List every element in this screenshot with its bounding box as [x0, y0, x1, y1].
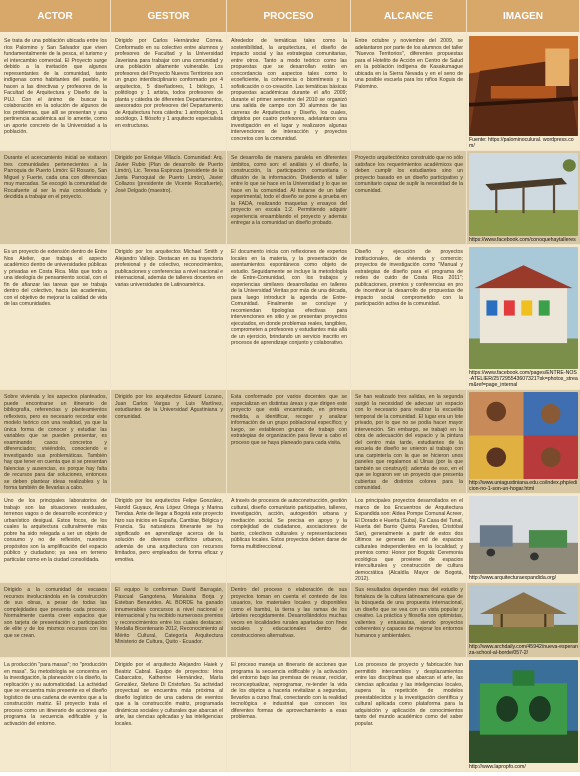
- cell-actor: Durante el acercamiento inicial se visitaron tres comunidades pertenecientes a la Parroquia de Puerto Limón: El Rosario, San Miguel y Fuerte, cada una con diferencias muy marcadas. Se escogió la comunidad de Rocafuerte al ser la más consolidada y decidida a trabajar en el proyecto.: [0, 151, 111, 245]
- image-caption: http://www.archdaily.com/45942/nueva-esperanza-school-al-borde/057-2/: [469, 644, 578, 656]
- image-caption: http://www.arquitecturaexpandida.org/: [469, 575, 557, 581]
- photo-wooden-hut-interior: [469, 36, 578, 136]
- cell-imagen: [467, 494, 580, 583]
- photo-thatched-school: [469, 585, 578, 643]
- cell-imagen: [467, 245, 580, 390]
- image-caption: Fuente: https://palominoculural. wordpress.com/: [469, 137, 574, 149]
- cell-imagen: [467, 151, 580, 245]
- cell-proceso: A través de procesos de autoconstrucción, gestión cultural, diseño comunitario participativo, talleres, investigación, acción, autogestión urbana y mediación social. Se precisa en apoyo y la complejidad de ciudadanos, asociaciones de barrio, colectivos culturales y representaciones públicas locales. Estos proyectos deben darse de forma multidireccional.: [227, 494, 351, 583]
- cell-imagen: [467, 583, 580, 658]
- cell-gestor: El equipo lo conforman David Barragán, Pascual Gangotena, Marialuisa Borja y Esteban Benavides. AL BORDE ha ganado innumerables concursos a nivel nacional e internacional y ha recibido numerosos premios y reconocimientos entre los cuales destacan: Medalla Bicentenario 2012, Reconocimiento al Mérito Cultural, Categoría Arquitectura Ministerio de Cultura, Quito - Ecuador.: [111, 583, 227, 658]
- cell-gestor: Dirigido por los arquitectos Edward Lozano, Juan Carlos Vargas y Luis Martínez, estudiantes de la Universidad Agustiniana y comunidad.: [111, 390, 227, 494]
- header-actor: ACTOR: [0, 0, 111, 34]
- photo-colorful-building: [469, 247, 578, 369]
- cell-proceso: Esta conformado por varios docentes que se especializan en distintas áreas y que dirigen este proyecto que está encaminado, en primera medida, a identificar, recoger y analizar información de un grupo poblacional específico; y luego, se establecen grupos de trabajo con estrategias de organización para llevar a cabo el proceso que se haya planeado para cada visita.: [227, 390, 351, 494]
- cell-actor: La producción "para masas"; no "producción en masa". Su metodología se concentra en la investigación, la planeación o la diseño, la replicación y su automaticidad. La actividad que se encuentra más presente es el diseño logístico de una cadena de eventos que a la construcción matriz. El proyecto trata el proceso como un itinerario de acciones que programa la secuencia edificable y la activación del entorno.: [0, 658, 111, 772]
- cell-alcance: Entre octubre y noviembre del 2009, se adelantaron por parte de los alumnos del taller "Nuevos Territorios", diferentes propuestas para el Hotelito de Acción en Centro de Salud en la población indígena de Kasakumague ubicada en la Sierra Nevada y en el seno de una posible escuela para los niños Koguis de Palomino.: [351, 34, 467, 151]
- cell-actor: Se trata de una población ubicada entre los ríos Palomino y San Salvador que viven fundamentalmente de la pesca, el turismo y el intercambio comercial. El Proyecto surge debido a la invitación que algunos representantes de la comunidad, tanto indígenas como habitantes del pueblo, le hacen a las directivas y profesores de la Facultad de Arquitectura y Diseño de la PUJ. Con el ánimo de buscar la colaboración en la solución de algunos de los problemas, que allí se presentan y una pertinencia académica así lo amerite, como un aporte concreto de la Universidad a la población.: [0, 34, 111, 151]
- cell-gestor: Dirigido por el arquitecto Alejandro Haiek y Beatriz Cabral. Equipo de proyectos: Irina Cabarcatos, Katherine Hernández, María González, Stefano Di Cristofaro. Su actividad proyectual se encuentra más próxima al diseño logístico de una cadena de eventos que a la construcción matriz, programada dinámicas sociales y culturales que abarcan el arte, las ciencias aplicadas y las inteligencias locales.: [111, 658, 227, 772]
- cell-proceso: El proceso maneja un itinerario de acciones que programa la secuencia edificable y la activación del entorno bajo las premisas de reusar, reciclar, reconceptualizar, reprogramar, re-tender la vida de los objetos a hacerla revitalizar a segundas, llevarlos a curso final, conectando con la realidad tecnológica e industrial que conocen los diferentes formas de aprovechamiento a esas problemas.: [227, 658, 351, 772]
- cell-imagen: [467, 390, 580, 494]
- cell-proceso: Dentro del proceso o elaboración de sus proyectos toman en cuenta el contexto de los usuarios, los materiales locales y disponibles como el bambú, la tierra y las ramas de los árboles recogidamente. Desarrollándolos muchas veces en localidades rurales apartadas con fines sociales y educacionales dentro de construcciones alternativas.: [227, 583, 351, 658]
- photo-green-container-structure: [469, 660, 578, 763]
- header-proceso: PROCESO: [227, 0, 351, 34]
- cell-alcance: Diseño y ejecución de proyectos institucionales, de vivienda y comercio; proyectos de investigación como "Manual y estrategias de diseño para el programa de redes de cuido de Costa Rica 2011"; publicaciones, premios y conferencias en pro de incentivar la desarrollo de propuestas de impacto social comprometido con la participación activa de la comunidad.: [351, 245, 467, 390]
- cell-alcance: Los procesos de proyecto y fabricación han permitido intercambios y desplazamientos entre las disciplinas que abarcan el arte, las ciencias aplicadas y las inteligencias locales, supera la repetición de modelos preestablecidos y la investigación científica y cultural aplicada como plataforma para la adquisición y aplicación de conocimientos tanto del mundo académico como del saber popular.: [351, 658, 467, 772]
- cell-actor: Dirigido a la comunidad de escasos recursos involucrándola en la construcción de sus obras, a pesar de todas las complejidades que presenta cada proceso. Normalmente cuenta creer espacios que son tarjeta de presentación o participación de elite y de los mismos recursos con los que se crean.: [0, 583, 111, 658]
- photo-children-collage: [469, 392, 578, 479]
- image-caption: https://www.facebook.com/pages/ENTRE-NOS-ATELIER/257295543607321?sk=photos_stream&ref=page_internal: [469, 370, 578, 388]
- cell-proceso: Se desarrolla de manera paralela en diferentes ámbitos, como son: el análisis y el diseño, la construcción, la participación comunitaria o difusión de la información. Dividiendo el taller entre lo que se hace en la Universidad y lo que se hace en la comunidad. Al tratarse de un taller experimental, todo el diseño se pone a prueba en la FADA, realizando maquetas y ensayos del proyecto en escala 1:2. Permitiendo adquirir experiencia ensamblando el proyecto y además entregar a la comunidad un diseño probado.: [227, 151, 351, 245]
- header-gestor: GESTOR: [111, 0, 227, 34]
- cell-gestor: Dirigido por los arquitectos Felipe González, Harold Guyaux, Ana López Ortega y Marina Tiendas. Ante de llegar a Bogotá este proyecto hizo sus inicios en España, Cambiar, Bélgica y Francia. Su naturaleza itinerante se ha significado en aprendizaje acerca de la solución de diversos conflictos urbanos, además de una arquitectura con recursos limitados, pero empleados de forma eficaz y emotiva.: [111, 494, 227, 583]
- photo-open-pavilion: [469, 153, 578, 236]
- cell-alcance: Los principales proyectos desarrollados en el marco de los Encuentros de Arquitectura Expandida son: Aldea Pompe Comunal Acreer, El Dorado e Huerta (Suba), Ex Casa del Tunal, Huerta del Barrio Quinta Paredes, Cristóbal San), generalmente a partir de estos dos últimos se generan de red de espacios culturales independientes en la localidad; y premios como: Honor por Bogotá: Ceremonia ecológica que proviene de espacios interculturales y construcción de cultura democrática (Alcaldía Mayor de Bogotá, 2012).: [351, 494, 467, 583]
- cell-gestor: Dirigido por los arquitectos Michael Smith y Alejandro Vallejo. Destacan en su trayectoria profesional y de colectivo, reconocimientos, publicaciones y conferencias a nivel nacional e internacional, además de talleres docentes en varias universidades de Latinoamérica.: [111, 245, 227, 390]
- cell-actor: Es un proyecto de extensión dentro de Entre Nos Atelier, que trabaja el aspecto académico dentro de universidades públicas y privadas en Costa Rica. Más que todo a una ideología de pensamiento social, con el fin de afianzar las tareas que se trabaja dentro del colectivo, hacia las academias, con el objetivo de mejorar la calidad de vida de las comunidades.: [0, 245, 111, 390]
- image-caption: http://www.lapropfo.com/: [469, 764, 526, 770]
- cell-gestor: Dirigido por Enrique Villacís. Comunidad: Arq. Javier Rubio (Plan de desarrollo de Puerto Limón), Lic. Teresa Espinoza (presidente de la Junta Parroquial de Puerto Limón), Javier Collazos (presidente de Vicente Rocafuerte), José Delgado (maestro).: [111, 151, 227, 245]
- cell-alcance: Sus resultados dependen mas del estudio y fortaleza de la cultura latinoamericana que de la búsqueda de una propuesta internacional, un diseño que se vea con un vista popular y creativo. La práctica y filosofía son optimistas, valientes y entusiastas, siendo proyectos coherentes y capaces de mejorar los entornos humanos y ambientales.: [351, 583, 467, 658]
- cell-alcance: Proyecto arquitectónico construido que no sólo satisface los requerimientos académicos que deben cumplir los estudiantes sino un proyecto basado en un diseño participativo y comunitario capaz de suplir la necesidad de la comunidad.: [351, 151, 467, 245]
- cell-alcance: Se han realizado tres salidas, en la segunda surgió la necesidad de adecuar un espacio con lo necesario para realizar la escuelita temporal de la comunidad. El lugar era un lote privado, por lo que no se podía hacer mayor intervención. Sin embargo, se trabajó en la obra de adecuación del espacio y la pintura del centro más tarde, estudiantes de la escuela de diseño se unieron al trabajo con una carpintería con la que se hicieron unos paneles que regalamos al Uinas (por la que también se construyó): además de eso, en el que se lograron ver un proyecto que presenta cubiertas de distintos colores para la comunidad.: [351, 390, 467, 494]
- cell-actor: Uno de los principales laboratorios de trabajo son las situaciones residuales, terrenos vagos o de desarrollo económico y urbanístico desigual. Estos focos, de los cuales la arquitectura culturalmente más pobre ha sido relegada a ser un objeto de consumo y no de reflexión, nuestros propósitos son la amplificación del espacio público y ciudadano; ya sea en terreno particular como en la ciudad consolidada.: [0, 494, 111, 583]
- header-alcance: ALCANCE: [351, 0, 467, 34]
- cell-gestor: Dirigido por Carlos Hernández Correa. Conformado en su colectivo entre alumnos y profesores de Facultad y la Universidad Javeriana para trabajar con una comunidad y una población altamente vulnerable. Los profesores del Proyecto Nuevos Territorios son un grupo interdisciplinario conformado por 4 arquitectos, 5 diseñadores, 1 biólogo, 1 politólogo y 1 artista, todos profesores de planta y cátedra de diferentes Departamentos, asesorados por profesores del Departamento de Arquitectura hora cátedra: 1 antropólogo, 1 sociólogo, 1 filósofo y 1 arquitecto especialista en estructuras.: [111, 34, 227, 151]
- photo-urban-park: [469, 496, 578, 574]
- cell-proceso: El documento inicia con reflexiones de expertos locales en la materia, y la presentación de asentamientos espontáneos como objeto de estudio. Seguidamente se incluye la metodología de Entre-Comunidad, con los trabajos y experiencias similares desarrolladas en talleres de la Universidad Veritas por más de una década, para luego introducir la agenda de Entre-Comunidad. Finalmente se concluye y recomiendan tipologías efectivas para intervenciones en sitio y se presentan proyectos ejecutados, en donde problemas reales, tangibles, comprometen a profesores y estudiantes más allá de un ejercicio, brindando un servicio inscrito en procesos de aprendizaje conjunto y colaborativo.: [227, 245, 351, 390]
- cell-imagen: [467, 34, 580, 151]
- cell-actor: Sobre vivienda y los aspectos planteados, puede encontrarse un itinerario de bibliografía, referencias y planteamientos reflexivos, pero es necesario recordar este modelo teórico con una realidad, ya que la única forma de conocer y estudiar las variables que se pueden presentar, es examinando casos concretos y diferenciados; viviéndolo, conociendo e investigando sus problemáticas. También hay que tener en cuenta que si se presentan falencias y ausencias, es porque hay falta de recursos para dar soluciones, entonces se deben plantear ideas realizables y la forma también de llevarlas a cabo.: [0, 390, 111, 494]
- cell-imagen: [467, 658, 580, 772]
- image-caption: http://www.uniagustiniana.edu.co/index.php/edicion-no-1-son-un-hogar.html: [469, 480, 578, 492]
- header-imagen: IMAGEN: [467, 0, 580, 34]
- image-caption: https://www.facebook.com/conoquehaytalleres: [469, 237, 576, 243]
- cell-proceso: Alrededor de temáticas tales como la sostenibilidad, la arquitectura, el diseño de impacto social y las estrategias comunitarias, entre otros. Tanto a modo teórico como las propuestas que se desarrollan están en concordancia con aspectos tales como lo ecoeficiente, la coherencia o biomímesis y la sofisticación o co-creación. Las temáticas básicas propuestas académicas durante el año 2009; durante el primer semestre del 2010 se organizó una salida de campo con 30 alumnos de las carreras de Arquitectura y Diseño, los cuales, dirigidos por cuatro profesores, adelantaron una investigación en el lugar y realizaron algunas intervenciones de interacción y proyectos concretos con la comunidad.: [227, 34, 351, 151]
